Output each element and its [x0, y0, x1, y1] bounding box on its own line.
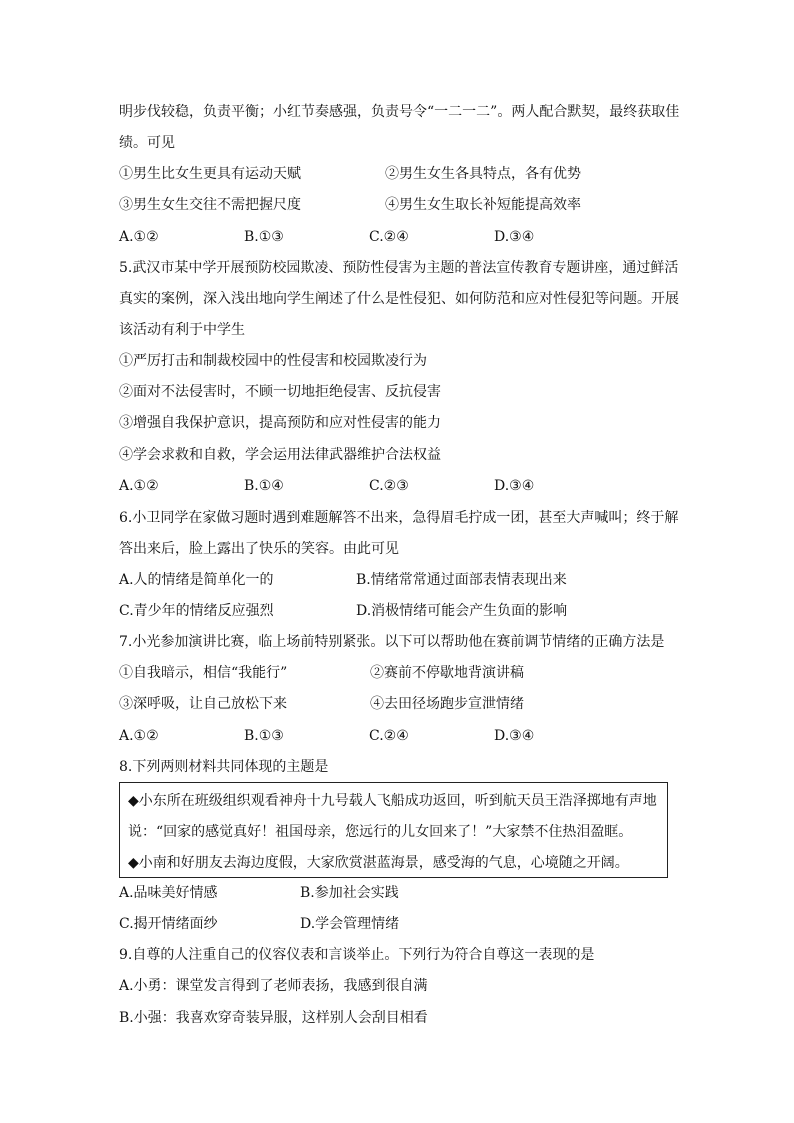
- q8-material-2: ◆小南和好朋友去海边度假，大家欣赏湛蓝海景，感受海的气息，心境随之开阔。: [128, 855, 629, 871]
- q7-choice-b: B.①③: [244, 728, 284, 744]
- q8-choice-c: C.揭开情绪面纱: [119, 916, 218, 932]
- q5-choice-c: C.②③: [369, 478, 409, 494]
- q7-choice-a: A.①②: [119, 728, 159, 744]
- question-5-stem-line-3: 该活动有利于中学生: [119, 322, 245, 338]
- q4-statement-1: ①男生比女生更具有运动天赋: [119, 166, 301, 182]
- q6-choice-b: B.情绪常常通过面部表情表现出来: [356, 572, 567, 588]
- q6-choice-a: A.人的情绪是简单化一的: [119, 572, 274, 588]
- question-4-stem-continuation: 明步伐较稳，负责平衡；小红节奏感强，负责号令“一二一二”。两人配合默契，最终获取佳: [119, 104, 680, 120]
- q7-statement-4: ④去田径场跑步宣泄情绪: [370, 696, 524, 712]
- q7-choice-c: C.②④: [369, 728, 409, 744]
- q4-choice-d: D.③④: [494, 229, 535, 245]
- q4-statement-4: ④男生女生取长补短能提高效率: [385, 197, 581, 213]
- question-4-stem-end: 绩。可见: [119, 135, 175, 151]
- q7-statement-1: ①自我暗示，相信“我能行”: [119, 665, 288, 681]
- question-5-stem-line-2: 真实的案例，深入浅出地向学生阐述了什么是性侵犯、如何防范和应对性侵犯等问题。开展: [119, 291, 679, 307]
- question-7-stem: 7.小光参加演讲比赛，临上场前特别紧张。以下可以帮助他在赛前调节情绪的正确方法是: [119, 634, 665, 650]
- q4-choice-c: C.②④: [369, 229, 409, 245]
- q5-choice-d: D.③④: [494, 478, 535, 494]
- q6-choice-d: D.消极情绪可能会产生负面的影响: [356, 603, 568, 619]
- q8-material-1-cont: 说：“回家的感觉真好！祖国母亲，您远行的儿女回来了！”大家禁不住热泪盈眶。: [128, 824, 633, 840]
- q7-statement-3: ③深呼吸，让自己放松下来: [119, 696, 287, 712]
- q5-statement-3: ③增强自我保护意识，提高预防和应对性侵害的能力: [119, 415, 441, 431]
- q5-choice-a: A.①②: [119, 478, 159, 494]
- q5-choice-b: B.①④: [244, 478, 284, 494]
- question-8-stem: 8.下列两则材料共同体现的主题是: [119, 759, 329, 775]
- question-6-stem: 6.小卫同学在家做习题时遇到难题解答不出来，急得眉毛拧成一团，甚至大声喊叫；终于解: [119, 510, 679, 526]
- q5-statement-1: ①严厉打击和制裁校园中的性侵害和校园欺凌行为: [119, 353, 427, 369]
- q5-statement-2: ②面对不法侵害时，不顾一切地拒绝侵害、反抗侵害: [119, 384, 441, 400]
- q9-choice-b: B.小强：我喜欢穿奇装异服，这样别人会刮目相看: [119, 1010, 428, 1026]
- question-6-stem-line-2: 答出来后，脸上露出了快乐的笑容。由此可见: [119, 541, 399, 557]
- q5-statement-4: ④学会求救和自救，学会运用法律武器维护合法权益: [119, 447, 441, 463]
- q9-choice-a: A.小勇：课堂发言得到了老师表扬，我感到很自满: [119, 978, 428, 994]
- q7-statement-2: ②赛前不停歇地背演讲稿: [370, 665, 524, 681]
- q8-choice-a: A.品味美好情感: [119, 885, 218, 901]
- q4-statement-2: ②男生女生各具特点，各有优势: [385, 166, 581, 182]
- question-9-stem: 9.自尊的人注重自己的仪容仪表和言谈举止。下列行为符合自尊这一表现的是: [119, 947, 595, 963]
- q6-choice-c: C.青少年的情绪反应强烈: [119, 603, 274, 619]
- q8-choice-d: D.学会管理情绪: [300, 916, 400, 932]
- q7-choice-d: D.③④: [494, 728, 535, 744]
- q8-material-1: ◆小东所在班级组织观看神舟十九号载人飞船成功返回，听到航天员王浩泽掷地有声地: [128, 793, 657, 809]
- q4-choice-b: B.①③: [244, 229, 284, 245]
- q8-choice-b: B.参加社会实践: [300, 885, 399, 901]
- q4-choice-a: A.①②: [119, 229, 159, 245]
- q4-statement-3: ③男生女生交往不需把握尺度: [119, 197, 301, 213]
- question-5-stem: 5.武汉市某中学开展预防校园欺凌、预防性侵害为主题的普法宣传教育专题讲座，通过鲜活: [119, 260, 679, 276]
- q8-material-box: [119, 782, 668, 878]
